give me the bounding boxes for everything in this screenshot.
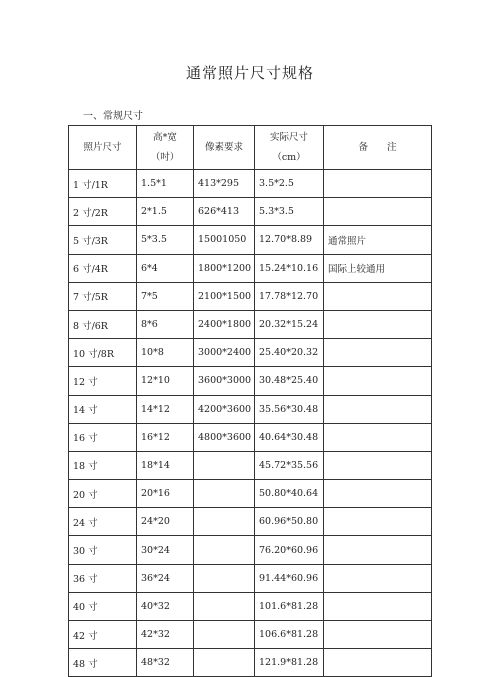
- notes-cell: [324, 536, 432, 564]
- size-cell: 18 寸: [69, 451, 137, 479]
- pixels-cell: [194, 451, 255, 479]
- size-cell: 10 寸/8R: [69, 339, 137, 367]
- actual-size-cell: 106.6*81.28: [255, 621, 324, 649]
- height-width-cell: 2*1.5: [137, 198, 194, 226]
- table-row: [69, 282, 432, 310]
- notes-cell: [324, 592, 432, 620]
- notes-cell: [324, 649, 432, 677]
- header-height-width: [137, 126, 194, 170]
- actual-size-cell: 101.6*81.28: [255, 592, 324, 620]
- height-width-cell: 14*12: [137, 395, 194, 423]
- table-row: [69, 170, 432, 198]
- pixels-cell: 2400*1800: [194, 310, 255, 338]
- actual-size-cell: 50.80*40.64: [255, 480, 324, 508]
- actual-size-cell: 45.72*35.56: [255, 451, 324, 479]
- header-height-width-unit: （吋）: [150, 151, 180, 163]
- height-width-cell: 40*32: [137, 592, 194, 620]
- height-width-cell: 20*16: [137, 480, 194, 508]
- size-cell: 42 寸: [69, 621, 137, 649]
- notes-cell: [324, 282, 432, 310]
- size-cell: 1 寸/1R: [69, 170, 137, 198]
- table-row: [69, 536, 432, 564]
- table-header: [69, 126, 432, 170]
- table-row: [69, 621, 432, 649]
- height-width-cell: 48*32: [137, 649, 194, 677]
- height-width-cell: 36*24: [137, 564, 194, 592]
- size-cell: 20 寸: [69, 480, 137, 508]
- size-cell: 2 寸/2R: [69, 198, 137, 226]
- height-width-cell: 1.5*1: [137, 170, 194, 198]
- actual-size-cell: 17.78*12.70: [255, 282, 324, 310]
- height-width-cell: 7*5: [137, 282, 194, 310]
- table-row: [69, 508, 432, 536]
- pixels-cell: 4800*3600: [194, 423, 255, 451]
- section-heading: 一、常规尺寸: [83, 111, 143, 122]
- table-row: [69, 395, 432, 423]
- table-body: [69, 170, 432, 677]
- height-width-cell: 42*32: [137, 621, 194, 649]
- height-width-cell: 5*3.5: [137, 226, 194, 254]
- table-row: [69, 451, 432, 479]
- table-row: [69, 564, 432, 592]
- actual-size-cell: 30.48*25.40: [255, 367, 324, 395]
- actual-size-cell: 3.5*2.5: [255, 170, 324, 198]
- header-pixels: 像素要求: [194, 126, 255, 170]
- table-row: [69, 592, 432, 620]
- actual-size-cell: 5.3*3.5: [255, 198, 324, 226]
- header-actual-size-label: 实际尺寸: [269, 131, 308, 143]
- table-row: [69, 226, 432, 254]
- height-width-cell: 16*12: [137, 423, 194, 451]
- height-width-cell: 12*10: [137, 367, 194, 395]
- height-width-cell: 18*14: [137, 451, 194, 479]
- notes-cell: [324, 395, 432, 423]
- size-cell: 12 寸: [69, 367, 137, 395]
- table-row: [69, 649, 432, 677]
- size-cell: 48 寸: [69, 649, 137, 677]
- actual-size-cell: 15.24*10.16: [255, 254, 324, 282]
- actual-size-cell: 121.9*81.28: [255, 649, 324, 677]
- height-width-cell: 30*24: [137, 536, 194, 564]
- size-cell: 24 寸: [69, 508, 137, 536]
- header-size: 照片尺寸: [69, 126, 137, 170]
- table-row: [69, 310, 432, 338]
- table-row: [69, 339, 432, 367]
- pixels-cell: [194, 536, 255, 564]
- height-width-cell: 8*6: [137, 310, 194, 338]
- notes-cell: [324, 339, 432, 367]
- notes-cell: [324, 423, 432, 451]
- notes-cell: [324, 621, 432, 649]
- notes-cell: [324, 564, 432, 592]
- actual-size-cell: 35.56*30.48: [255, 395, 324, 423]
- header-notes: 备 注: [324, 126, 432, 170]
- pixels-cell: 1800*1200: [194, 254, 255, 282]
- size-cell: 14 寸: [69, 395, 137, 423]
- notes-cell: 国际上较通用: [324, 254, 432, 282]
- table-row: [69, 367, 432, 395]
- pixels-cell: [194, 621, 255, 649]
- pixels-cell: 626*413: [194, 198, 255, 226]
- header-height-width-label: 高*宽: [153, 131, 177, 143]
- notes-cell: [324, 367, 432, 395]
- actual-size-cell: 76.20*60.96: [255, 536, 324, 564]
- pixels-cell: 413*295: [194, 170, 255, 198]
- size-cell: 40 寸: [69, 592, 137, 620]
- header-actual-size: [255, 126, 324, 170]
- actual-size-cell: 60.96*50.80: [255, 508, 324, 536]
- pixels-cell: 3000*2400: [194, 339, 255, 367]
- actual-size-cell: 12.70*8.89: [255, 226, 324, 254]
- notes-cell: [324, 508, 432, 536]
- notes-cell: [324, 170, 432, 198]
- pixels-cell: [194, 564, 255, 592]
- page-title: 通常照片尺寸规格: [185, 64, 314, 82]
- actual-size-cell: 20.32*15.24: [255, 310, 324, 338]
- table-row: [69, 254, 432, 282]
- actual-size-cell: 25.40*20.32: [255, 339, 324, 367]
- size-cell: 16 寸: [69, 423, 137, 451]
- pixels-cell: [194, 649, 255, 677]
- size-cell: 8 寸/6R: [69, 310, 137, 338]
- notes-cell: 通常照片: [324, 226, 432, 254]
- actual-size-cell: 40.64*30.48: [255, 423, 324, 451]
- table-row: [69, 480, 432, 508]
- notes-cell: [324, 310, 432, 338]
- table-row: [69, 198, 432, 226]
- height-width-cell: 6*4: [137, 254, 194, 282]
- pixels-cell: [194, 508, 255, 536]
- pixels-cell: 4200*3600: [194, 395, 255, 423]
- pixels-cell: 15001050: [194, 226, 255, 254]
- height-width-cell: 10*8: [137, 339, 194, 367]
- notes-cell: [324, 480, 432, 508]
- size-cell: 7 寸/5R: [69, 282, 137, 310]
- size-cell: 5 寸/3R: [69, 226, 137, 254]
- notes-cell: [324, 451, 432, 479]
- size-cell: 36 寸: [69, 564, 137, 592]
- table-row: [69, 423, 432, 451]
- pixels-cell: [194, 480, 255, 508]
- pixels-cell: [194, 592, 255, 620]
- pixels-cell: 3600*3000: [194, 367, 255, 395]
- actual-size-cell: 91.44*60.96: [255, 564, 324, 592]
- pixels-cell: 2100*1500: [194, 282, 255, 310]
- notes-cell: [324, 198, 432, 226]
- header-actual-size-unit: （cm）: [272, 151, 306, 163]
- photo-size-table: [68, 125, 432, 677]
- size-cell: 6 寸/4R: [69, 254, 137, 282]
- height-width-cell: 24*20: [137, 508, 194, 536]
- size-cell: 30 寸: [69, 536, 137, 564]
